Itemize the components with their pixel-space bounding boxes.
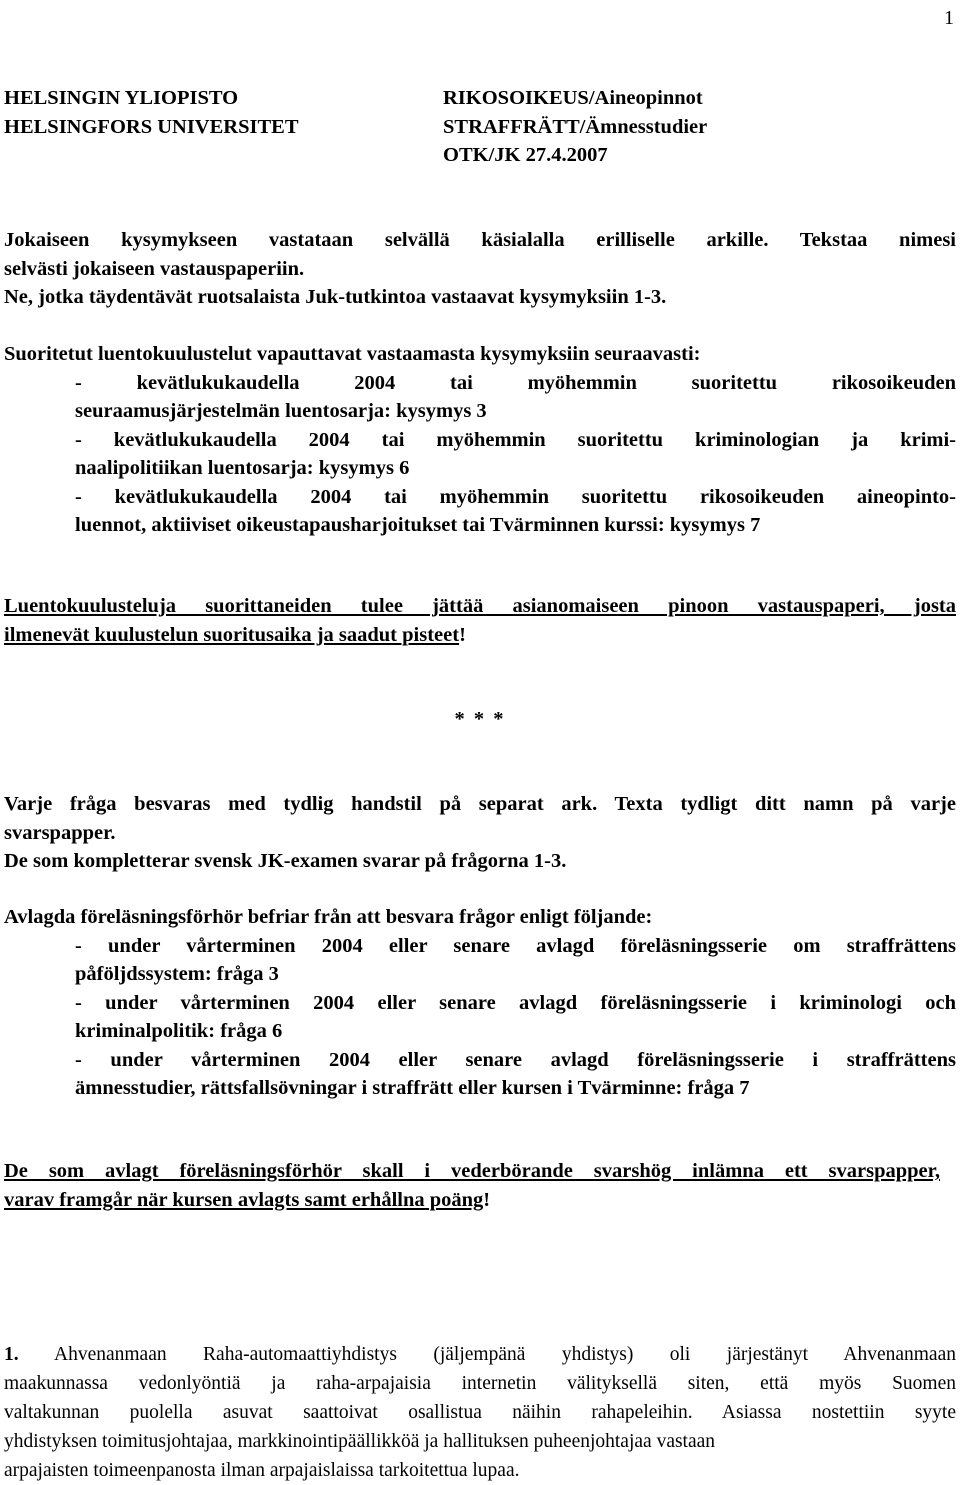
fi-exemption-line: - kevätlukukaudella 2004 tai myöhemmin suoritettu rikosoikeuden aineopinto- (75, 485, 956, 508)
fi-notice-exclamation: ! (459, 623, 466, 646)
question-line: maakunnassa vedonlyöntiä ja raha-arpajaisia internetin välityksellä siten, että myös Suomen (4, 1373, 956, 1394)
question-number: 1. (4, 1344, 19, 1365)
fi-exemption-line: luennot, aktiiviset oikeustapausharjoitukset tai Tvärminnen kurssi: kysymys 7 (75, 514, 761, 536)
fi-notice (4, 592, 956, 649)
section-separator: * * * (454, 708, 506, 730)
fi-exemption-item (4, 483, 956, 540)
sv-exemption-item (4, 932, 956, 989)
sv-exemptions-title: Avlagda föreläsningsförhör befriar från att besvara frågor enligt följande: (4, 906, 653, 928)
sv-exemption-item (4, 989, 956, 1046)
question-line: Ahvenanmaan Raha-automaattiyhdistys (jäljempänä yhdistys) oli järjestänyt Ahvenanmaan (53, 1344, 956, 1365)
fi-exemptions (4, 340, 956, 540)
sv-intro-line: Varje fråga besvaras med tydlig handstil på separat ark. Texta tydligt ditt namn på varje (4, 793, 956, 815)
page-number: 1 (944, 7, 954, 29)
exam-date: OTK/JK 27.4.2007 (443, 144, 608, 166)
course-name-sv: STRAFFRÄTT/Ämnesstudier (443, 115, 708, 138)
fi-exemption-line: seuraamusjärjestelmän luentosarja: kysymys 3 (75, 400, 487, 422)
sv-exemption-line: - under vårterminen 2004 eller senare avlagd föreläsningsserie i kriminologi och (75, 991, 956, 1014)
fi-exemptions-title: Suoritetut luentokuulustelut vapauttavat vastaamasta kysymyksiin seuraavasti: (4, 343, 701, 365)
fi-exemption-item (4, 369, 956, 426)
sv-notice-line: De som avlagt föreläsningsförhör skall i vederbörande svarshög inlämna ett svarspapper, (4, 1160, 940, 1182)
university-name-fi: HELSINGIN YLIOPISTO (4, 87, 239, 109)
sv-exemption-line: kriminalpolitik: fråga 6 (75, 1020, 283, 1042)
university-name-sv: HELSINGFORS UNIVERSITET (4, 115, 299, 138)
course-name-fi: RIKOSOIKEUS/Aineopinnot (443, 87, 703, 109)
question-line: yhdistyksen toimitusjohtajaa, markkinointipäällikköä ja hallituksen puheenjohtajaa vastaan (4, 1431, 716, 1452)
fi-intro-line: selvästi jokaiseen vastauspaperiin. (4, 257, 305, 280)
fi-exemption-line: - kevätlukukaudella 2004 tai myöhemmin suoritettu kriminologian ja krimi- (75, 428, 956, 451)
university-header (4, 84, 299, 141)
fi-notice-line: ilmenevät kuulustelun suoritusaika ja saadut pisteet (4, 623, 460, 646)
sv-notice-line: varav framgår när kursen avlagts samt erhållna poäng (4, 1188, 484, 1211)
fi-exemption-line: - kevätlukukaudella 2004 tai myöhemmin suoritettu rikosoikeuden (75, 371, 956, 394)
fi-intro-line: Jokaiseen kysymykseen vastataan selvällä käsialalla erilliselle arkille. Tekstaa nimesi (4, 229, 956, 251)
sv-intro-line: De som kompletterar svensk JK-examen svarar på frågorna 1-3. (4, 850, 567, 872)
sv-exemptions (4, 903, 956, 1103)
fi-exemption-item (4, 426, 956, 483)
question-line: valtakunnan puolella asuvat saattoivat osallistua näihin rahapeleihin. Asiassa nostettiin syyte (4, 1402, 956, 1423)
question-1 (4, 1340, 956, 1485)
fi-exemption-line: naalipolitiikan luentosarja: kysymys 6 (75, 457, 410, 479)
sv-exemption-line: påföljdssystem: fråga 3 (75, 963, 279, 985)
sv-exemption-line: ämnesstudier, rättsfallsövningar i straffrätt eller kursen i Tvärminne: fråga 7 (75, 1077, 750, 1099)
sv-notice (4, 1157, 940, 1214)
fi-notice-line: Luentokuulusteluja suorittaneiden tulee jättää asianomaiseen pinoon vastauspaperi, josta (4, 595, 956, 617)
sv-intro (4, 790, 956, 876)
sv-intro-line: svarspapper. (4, 821, 116, 844)
sv-exemption-line: - under vårterminen 2004 eller senare avlagd föreläsningsserie om straffrättens (75, 934, 956, 957)
exam-header (443, 84, 707, 170)
fi-intro (4, 226, 956, 312)
question-line: arpajaisten toimeenpanosta ilman arpajaislaissa tarkoitettua lupaa. (4, 1460, 520, 1481)
sv-exemption-line: - under vårterminen 2004 eller senare avlagd föreläsningsserie i straffrättens (75, 1048, 956, 1071)
sv-exemption-item (4, 1046, 956, 1103)
fi-intro-line: Ne, jotka täydentävät ruotsalaista Juk-tutkintoa vastaavat kysymyksiin 1-3. (4, 286, 667, 308)
sv-notice-exclamation: ! (483, 1188, 491, 1211)
